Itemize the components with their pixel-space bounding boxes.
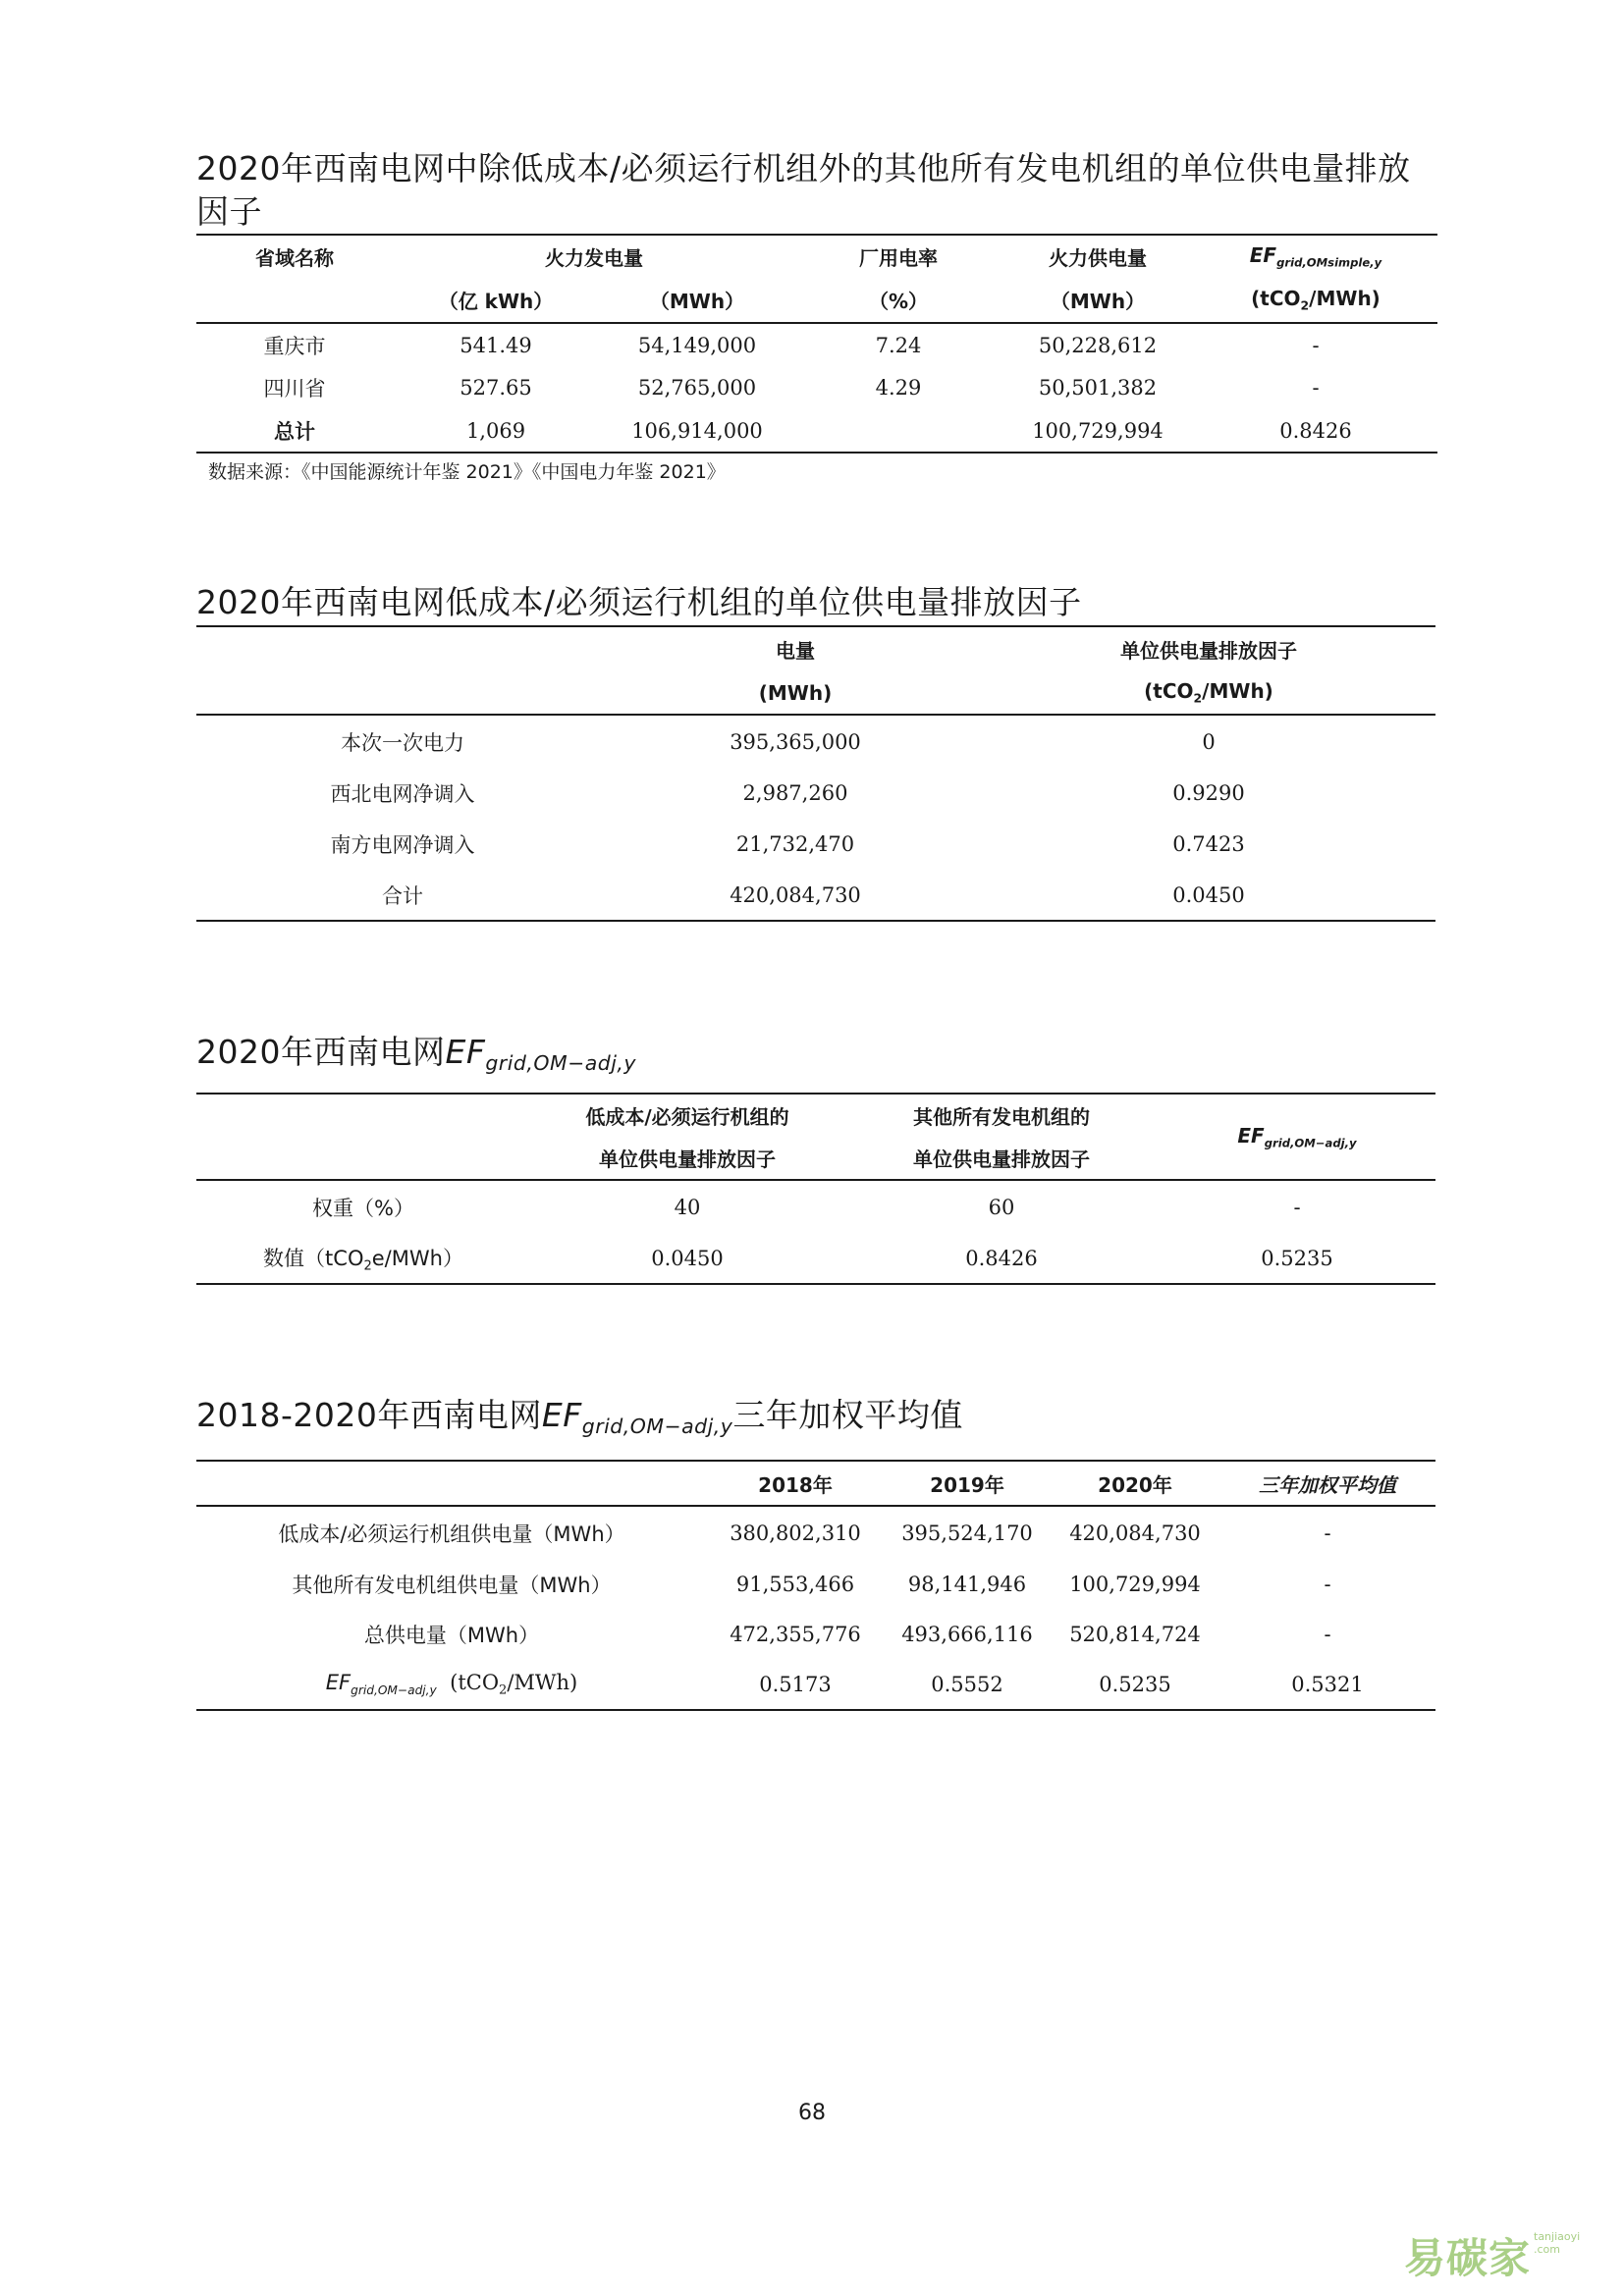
unit-billion-kwh: （亿 kWh）	[393, 278, 599, 323]
unit-mwh: (MWh)	[609, 671, 982, 715]
table4	[196, 1460, 1435, 1711]
table-row-total: 合计 420,084,730 0.0450	[196, 870, 1435, 921]
header-three-year-average: 三年加权平均值	[1219, 1461, 1435, 1506]
header-province: 省域名称	[196, 235, 393, 278]
table-row: 总供电量（MWh） 472,355,776 493,666,116 520,814,724 -	[363, 1623, 1331, 1647]
header-other-line1: 其他所有发电机组的	[844, 1094, 1159, 1137]
header-emission-factor: 单位供电量排放因子	[982, 626, 1435, 671]
header-thermal-generation: 火力发电量	[393, 235, 795, 278]
header-low-cost-line1: 低成本/必须运行机组的	[530, 1094, 844, 1137]
header-low-cost-line2: 单位供电量排放因子	[530, 1137, 844, 1180]
header-self-use-rate: 厂用电率	[795, 235, 1001, 278]
header-2020: 2020年	[1051, 1461, 1219, 1506]
page-number: 68	[798, 2101, 826, 2125]
unit-tco2-mwh: (tCO$_2$/MWh)	[1194, 278, 1437, 323]
header-other-line2: 单位供电量排放因子	[844, 1137, 1159, 1180]
table-row: 西北电网净调入 2,987,260 0.9290	[330, 781, 1245, 806]
header-ef-om-adj: $EF_{grid,OM-adj,y}$	[1159, 1094, 1435, 1180]
table1	[196, 234, 1437, 454]
table-row: 本次一次电力 395,365,000 0	[341, 729, 1216, 755]
header-2019: 2019年	[884, 1461, 1051, 1506]
table-row: 四川省 527.65 52,765,000 4.29 50,501,382 -	[263, 376, 1320, 400]
unit-percent: （%）	[795, 278, 1001, 323]
unit-tco2-mwh: (tCO$_2$/MWh)	[982, 671, 1435, 715]
data-source-note: 数据来源：《中国能源统计年鉴 2021》《中国电力年鉴 2021》	[208, 461, 726, 483]
table-row: 低成本/必须运行机组供电量（MWh） 380,802,310 395,524,170 420,084,730 -	[278, 1521, 1331, 1546]
unit-mwh: （MWh）	[599, 278, 795, 323]
table2	[196, 625, 1435, 922]
header-ef-om-simple: $EF_{grid,OMsimple,y}$	[1194, 235, 1437, 278]
table1-title: 2020年西南电网中除低成本/必须运行机组外的其他所有发电机组的单位供电量排放因子	[196, 149, 1411, 231]
header-thermal-supply: 火力供电量	[1001, 235, 1194, 278]
table-row: 重庆市 541.49 54,149,000 7.24 50,228,612 -	[263, 333, 1320, 358]
header-2018: 2018年	[707, 1461, 884, 1506]
table4-title: 2018-2020年西南电网$EF_{grid,OM-adj,y}$三年加权平均值	[196, 1396, 963, 1439]
table-row: 南方电网净调入 21,732,470 0.7423	[330, 832, 1245, 857]
table-row-weight: 权重（%） 40 60 -	[312, 1195, 1301, 1220]
table-row-value: 数值（tCO$_2$e/MWh） 0.0450 0.8426 0.5235	[196, 1233, 1435, 1284]
table-row: 其他所有发电机组供电量（MWh） 91,553,466 98,141,946 100,729,994 -	[292, 1573, 1331, 1597]
table2-title: 2020年西南电网低成本/必须运行机组的单位供电量排放因子	[196, 583, 1082, 621]
table3	[196, 1093, 1435, 1285]
header-power: 电量	[609, 626, 982, 671]
table-row-total: 总计 1,069 106,914,000 100,729,994 0.8426	[196, 409, 1437, 453]
watermark-logo: 易碳家 tanjiaoyi .com	[1404, 2230, 1581, 2282]
unit-mwh-supply: （MWh）	[1001, 278, 1194, 323]
table3-title: 2020年西南电网$EF_{grid,OM-adj,y}$	[196, 1033, 636, 1076]
table-row-ef: $EF_{grid,OM-adj,y}$ (tCO$_2$/MWh) 0.5173 0.5552 0.5235 0.5321	[196, 1659, 1435, 1710]
